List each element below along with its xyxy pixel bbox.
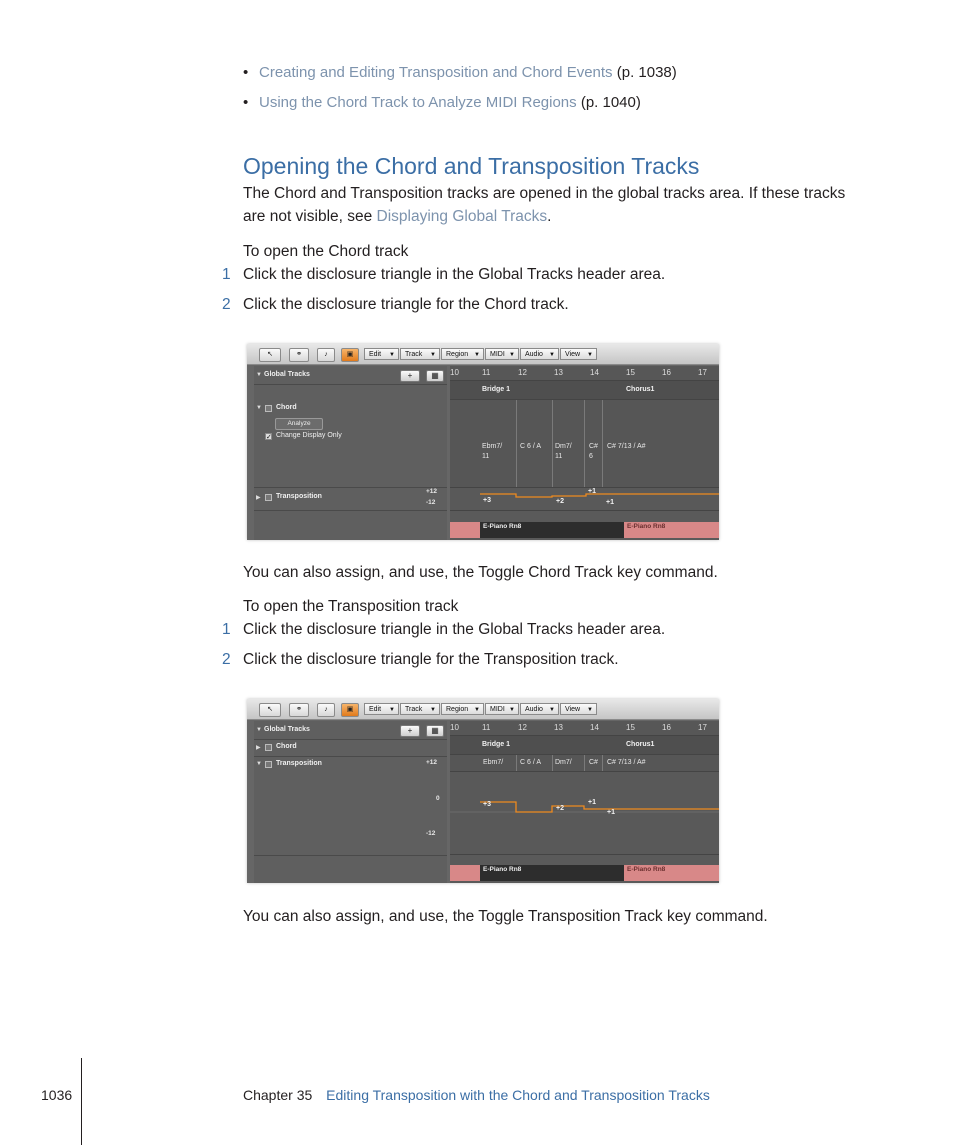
step — [0, 296, 954, 316]
mode-icon[interactable]: ▣ — [341, 703, 359, 717]
screenshot-chord-track — [247, 344, 719, 540]
track-headers — [254, 721, 447, 883]
intro-paragraph — [243, 182, 845, 228]
transposition-lane — [450, 772, 719, 855]
global-tracks-label: Global Tracks — [264, 371, 310, 378]
disclosure-triangle-icon[interactable]: ▼ — [256, 405, 262, 411]
tool-icon[interactable]: ↖ — [259, 703, 281, 717]
bar-number: 17 — [698, 723, 707, 732]
step — [0, 651, 954, 671]
chord-symbol[interactable]: C# 6 — [589, 443, 598, 460]
bar-number: 17 — [698, 368, 707, 377]
transposition-lane — [450, 488, 719, 511]
marker-lane — [450, 381, 719, 400]
minus-12-label: -12 — [426, 499, 436, 506]
bar-number: 11 — [482, 723, 491, 732]
midi-region[interactable]: E-Piano Rn8 — [624, 522, 719, 538]
marker-lane — [450, 736, 719, 755]
footer-divider — [81, 1058, 82, 1145]
menu-region[interactable]: Region ▼ — [441, 703, 484, 715]
transposition-value: +1 — [588, 799, 596, 806]
step — [0, 621, 954, 641]
menu-midi[interactable]: MIDI ▼ — [485, 348, 519, 360]
global-tracks-label: Global Tracks — [264, 726, 310, 733]
track-headers — [254, 366, 447, 540]
transposition-label: Transposition — [276, 760, 322, 767]
global-tracks-row — [254, 721, 447, 740]
transposition-track-header — [254, 757, 447, 856]
bar-number: 16 — [662, 368, 671, 377]
note-paragraph: You can also assign, and use, the Toggle Transposition Track key command. — [243, 908, 768, 925]
minus-12-label: -12 — [426, 830, 436, 837]
note-paragraph: You can also assign, and use, the Toggle Chord Track key command. — [243, 564, 718, 581]
bar-ruler — [450, 366, 719, 381]
region-lane — [450, 522, 719, 538]
step-text: Click the disclosure triangle for the Chord track. — [243, 296, 569, 313]
analyze-button[interactable]: Analyze — [275, 418, 323, 430]
chord-track-header — [254, 385, 447, 488]
transposition-curve[interactable] — [450, 772, 719, 854]
add-button[interactable]: + — [400, 725, 420, 737]
chapter-label: Chapter 35 — [243, 1087, 313, 1103]
step-number: 2 — [222, 651, 231, 668]
tool-icon[interactable]: ↖ — [259, 348, 281, 362]
midi-region[interactable] — [450, 865, 480, 881]
transposition-value: +1 — [607, 809, 615, 816]
midi-region-selected[interactable]: E-Piano Rn8 — [480, 865, 624, 881]
configure-button[interactable]: ▦ — [426, 370, 444, 382]
zero-label: 0 — [436, 795, 440, 802]
marker-label: Bridge 1 — [482, 741, 511, 748]
menu-edit[interactable]: Edit ▼ — [364, 348, 399, 360]
disclosure-triangle-icon[interactable]: ▼ — [256, 727, 262, 733]
task-title: To open the Transposition track — [243, 598, 459, 615]
chord-symbol[interactable]: C# 7/13 / A# — [607, 759, 646, 766]
bar-number: 15 — [626, 723, 635, 732]
transposition-value: +2 — [556, 805, 564, 812]
page-number: 1036 — [41, 1087, 73, 1103]
chord-symbol[interactable]: C 6 / A — [520, 759, 542, 766]
chord-symbol[interactable]: Dm7/ — [555, 759, 572, 766]
link-icon[interactable]: ⚭ — [289, 348, 309, 362]
transposition-value: +1 — [588, 488, 596, 495]
plus-12-label: +12 — [426, 488, 438, 495]
transposition-label: Transposition — [276, 493, 322, 500]
chord-symbol[interactable]: Ebm7/ — [483, 759, 504, 766]
intro-period: . — [547, 208, 552, 225]
chord-symbol[interactable]: C# — [589, 759, 598, 766]
page-ref: (p. 1038) — [612, 64, 677, 81]
plus-12-label: +12 — [426, 759, 438, 766]
menu-view[interactable]: View ▼ — [560, 348, 597, 360]
change-display-checkbox[interactable]: ✓ — [266, 434, 272, 441]
protect-icon[interactable] — [265, 405, 272, 412]
configure-button[interactable]: ▦ — [426, 725, 444, 737]
xref-link[interactable]: Displaying Global Tracks — [376, 208, 548, 225]
menu-audio[interactable]: Audio ▼ — [520, 348, 559, 360]
marker-label: Bridge 1 — [482, 386, 511, 393]
screenshot-transposition-track — [247, 699, 719, 883]
bar-number: 14 — [590, 368, 599, 377]
bar-number: 11 — [482, 368, 491, 377]
chord-lane — [450, 755, 719, 772]
disclosure-triangle-icon[interactable]: ▼ — [256, 761, 262, 767]
region-lane — [450, 865, 719, 881]
chord-symbol[interactable]: Ebm7/ 11 — [482, 443, 503, 460]
marker-label: Chorus1 — [626, 386, 655, 393]
bar-number: 10 — [450, 368, 459, 377]
menu-track[interactable]: Track ▼ — [400, 348, 440, 360]
toolbar — [247, 344, 719, 365]
bar-number: 12 — [518, 368, 527, 377]
bar-number: 12 — [518, 723, 527, 732]
bar-number: 13 — [554, 368, 563, 377]
midi-region-selected[interactable]: E-Piano Rn8 — [480, 522, 624, 538]
transposition-value: +1 — [606, 499, 614, 506]
menu-midi[interactable]: MIDI ▼ — [485, 703, 519, 715]
toolbar — [247, 699, 719, 720]
midi-region[interactable]: E-Piano Rn8 — [624, 865, 719, 881]
bar-number: 16 — [662, 723, 671, 732]
transposition-value: +3 — [483, 801, 491, 808]
menu-audio[interactable]: Audio ▼ — [520, 703, 559, 715]
bullet-dot: • — [243, 94, 249, 111]
protect-icon[interactable] — [265, 744, 272, 751]
catch-icon[interactable]: ♪ — [317, 703, 335, 717]
protect-icon[interactable] — [265, 494, 272, 501]
chord-symbol[interactable]: C 6 / A — [520, 443, 542, 450]
timeline-area — [450, 366, 719, 540]
bar-number: 15 — [626, 368, 635, 377]
chord-track-header — [254, 740, 447, 757]
intro-line: The Chord and Transposition tracks are opened in the global tracks area. If these tracks — [243, 185, 846, 202]
catch-icon[interactable]: ♪ — [317, 348, 335, 362]
step-text: Click the disclosure triangle in the Global Tracks header area. — [243, 621, 666, 638]
chapter-title: Editing Transposition with the Chord and Transposition Tracks — [326, 1087, 710, 1103]
task-title: To open the Chord track — [243, 243, 409, 260]
chord-symbol[interactable]: Dm7/ 11 — [555, 443, 572, 460]
global-tracks-row — [254, 366, 447, 385]
section-heading: Opening the Chord and Transposition Tracks — [243, 153, 700, 179]
step-number: 1 — [222, 266, 231, 283]
bullet-dot: • — [243, 64, 249, 81]
footer-chapter — [243, 1087, 710, 1103]
xref-link[interactable]: Using the Chord Track to Analyze MIDI Regions — [259, 94, 577, 111]
step-text: Click the disclosure triangle for the Transposition track. — [243, 651, 619, 668]
chord-label: Chord — [276, 404, 297, 411]
step-number: 2 — [222, 296, 231, 313]
menu-track[interactable]: Track ▼ — [400, 703, 440, 715]
disclosure-triangle-icon[interactable]: ▶ — [256, 495, 261, 501]
timeline-area — [450, 721, 719, 883]
intro-text: are not visible, see — [243, 208, 377, 225]
bar-number: 13 — [554, 723, 563, 732]
change-display-label: Change Display Only — [276, 432, 342, 439]
disclosure-triangle-icon[interactable]: ▶ — [256, 745, 261, 751]
transposition-track-header — [254, 488, 447, 511]
mode-icon[interactable]: ▣ — [341, 348, 359, 362]
midi-region[interactable] — [450, 522, 480, 538]
menu-view[interactable]: View ▼ — [560, 703, 597, 715]
chord-lane — [450, 400, 719, 488]
step-number: 1 — [222, 621, 231, 638]
step — [0, 266, 954, 286]
transposition-value: +2 — [556, 498, 564, 505]
link-icon[interactable]: ⚭ — [289, 703, 309, 717]
step-text: Click the disclosure triangle in the Global Tracks header area. — [243, 266, 666, 283]
add-button[interactable]: + — [400, 370, 420, 382]
xref-link[interactable]: Creating and Editing Transposition and Chord Events — [259, 64, 613, 81]
menu-region[interactable]: Region ▼ — [441, 348, 484, 360]
menu-edit[interactable]: Edit ▼ — [364, 703, 399, 715]
chord-label: Chord — [276, 743, 297, 750]
page-ref: (p. 1040) — [576, 94, 641, 111]
protect-icon[interactable] — [265, 761, 272, 768]
disclosure-triangle-icon[interactable]: ▼ — [256, 372, 262, 378]
transposition-value: +3 — [483, 497, 491, 504]
chord-symbol[interactable]: C# 7/13 / A# — [607, 443, 646, 450]
marker-label: Chorus1 — [626, 741, 655, 748]
bar-number: 10 — [450, 723, 459, 732]
bar-number: 14 — [590, 723, 599, 732]
bar-ruler — [450, 721, 719, 736]
